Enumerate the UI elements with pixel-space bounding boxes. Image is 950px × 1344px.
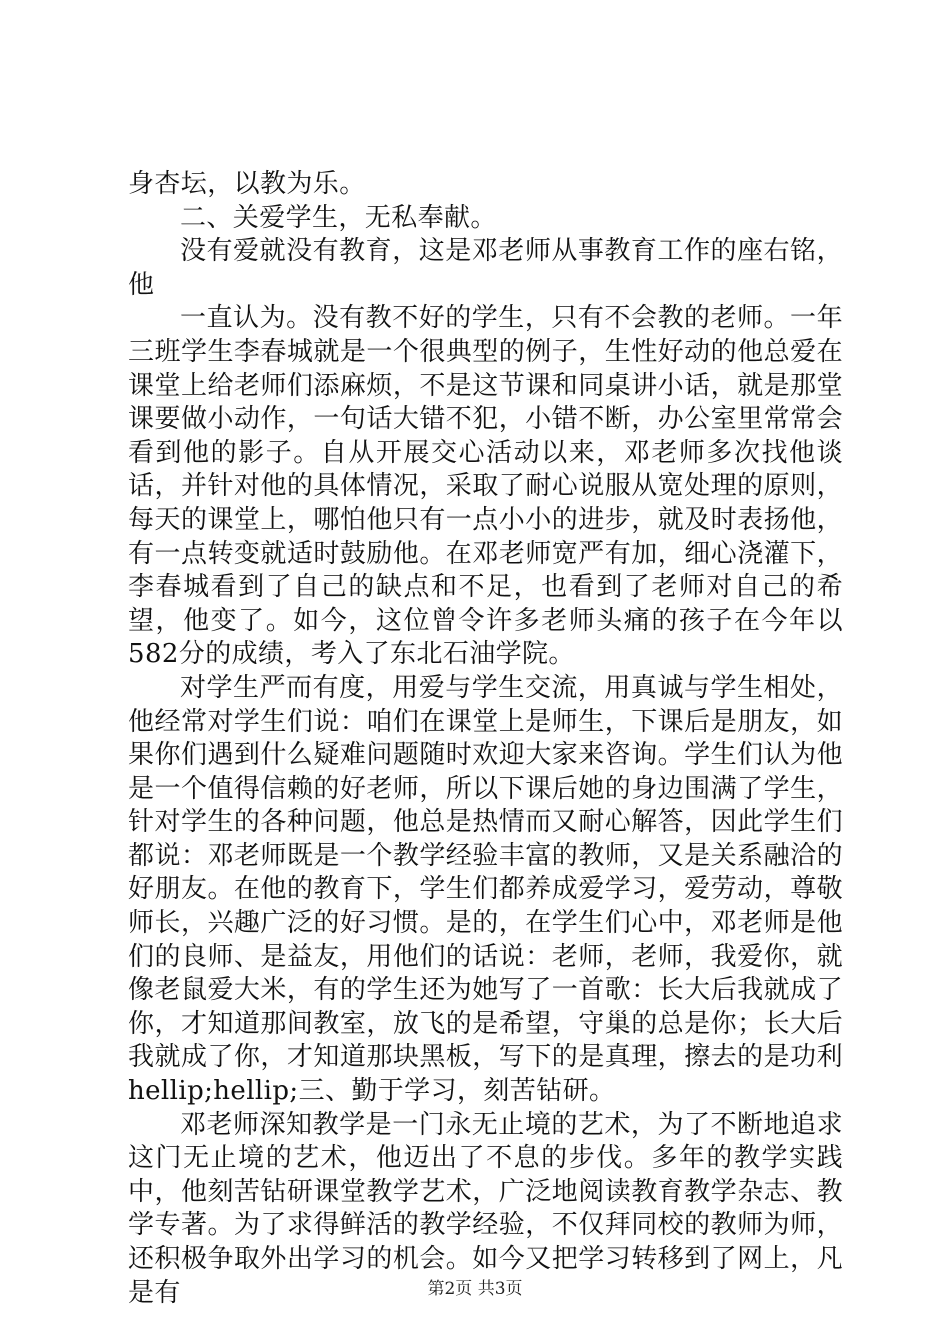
paragraph-student-example: 一直认为。没有教不好的学生，只有不会教的老师。一年三班学生李春城就是一个很典型的例子，生性好动的他总爱在课堂上给老师们添麻烦，不是这节课和同桌讲小话，就是那堂课要做小动作，一句话大错不犯，小错不断，办公室里常常会看到他的影子。自从开展交心活动以来，邓老师多次找他谈话，并针对他的具体情况，采取了耐心说服从宽处理的原则，每天的课堂上，哪怕他只有一点小小的进步，就及时表扬他，有一点转变就适时鼓励他。在邓老师宽严有加，细心浇灌下，李春城看到了自己的缺点和不足，也看到了老师对自己的希望，他变了。如今，这位曾令许多老师头痛的孩子在今年以582分的成绩，考入了东北石油学院。 xyxy=(128,303,843,670)
page-number-footer: 第2页 共3页 xyxy=(427,1279,523,1299)
paragraph-continuation: 身杏坛，以教为乐。 xyxy=(128,169,366,199)
section-heading-care-students: 二、关爱学生，无私奉献。 xyxy=(180,202,497,233)
paragraph-study-diligently: 邓老师深知教学是一门永无止境的艺术，为了不断地追求这门无止境的艺术，他迈出了不息的步伐。多年的教学实践中，他刻苦钻研课堂教学艺术，广泛地阅读教育教学杂志、教学专著。为了求得鲜活的教学经验，不仅拜同校的教师为师，还积极争取外出学习的机会。如今又把学习转移到了网上，凡是有 xyxy=(128,1109,843,1308)
document-body xyxy=(128,168,843,1310)
paragraph-motto: 没有爱就没有教育，这是邓老师从事教育工作的座右铭，他 xyxy=(128,236,843,300)
paragraph-teacher-friend: 对学生严而有度，用爱与学生交流，用真诚与学生相处，他经常对学生们说：咱们在课堂上是师生，下课后是朋友，如果你们遇到什么疑难问题随时欢迎大家来咨询。学生们认为他是一个值得信赖的好老师，所以下课后她的身边围满了学生，针对学生的各种问题，他总是热情而又耐心解答，因此学生们都说：邓老师既是一个教学经验丰富的教师，又是关系融洽的好朋友。在他的教育下，学生们都养成爱学习，爱劳动，尊敬师长，兴趣广泛的好习惯。是的，在学生们心中，邓老师是他们的良师、是益友，用他们的话说：老师，老师，我爱你，就像老鼠爱大米，有的学生还为她写了一首歌：长大后我就成了你，才知道那间教室，放飞的是希望，守巢的总是你；长大后我就成了你，才知道那块黑板，写下的是真理，擦去的是功利hellip;hellip;三、勤于学习，刻苦钻研。 xyxy=(128,672,843,1107)
